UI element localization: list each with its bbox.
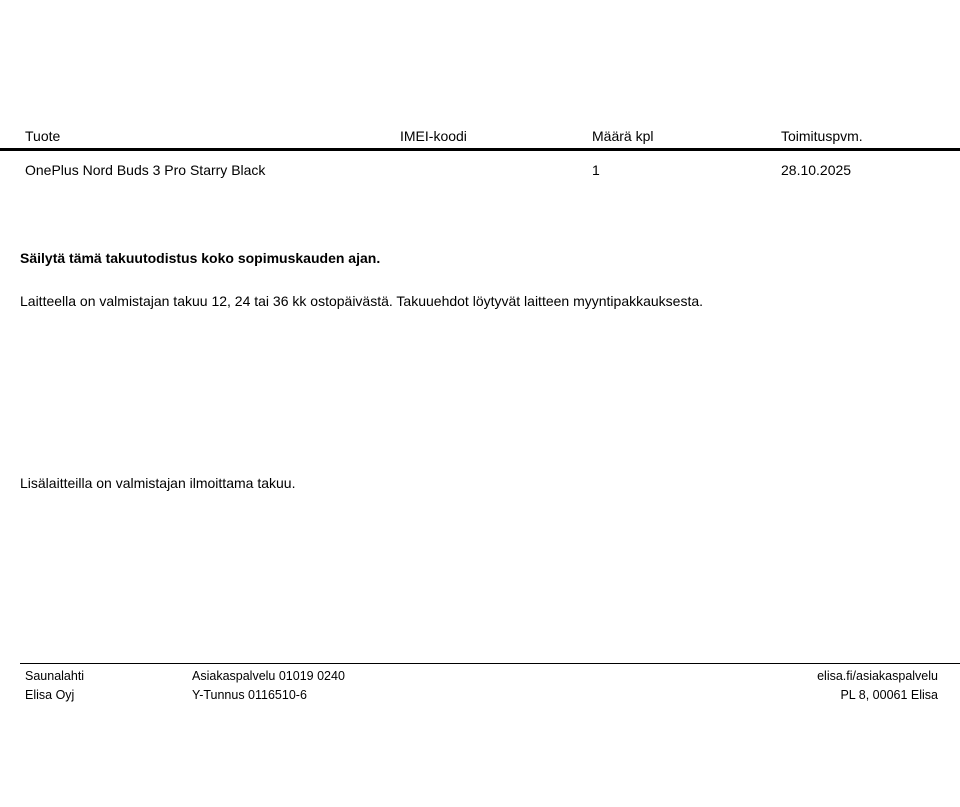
- footer-customer-service: Asiakaspalvelu 01019 0240: [192, 669, 345, 683]
- footer-company: Elisa Oyj: [25, 688, 75, 702]
- header-delivery-date: Toimituspvm.: [781, 128, 863, 144]
- table-header: [0, 126, 960, 151]
- footer-business-id: Y-Tunnus 0116510-6: [192, 688, 307, 702]
- cell-quantity: 1: [592, 162, 600, 178]
- keep-certificate-notice: Säilytä tämä takuutodistus koko sopimuskauden ajan.: [20, 250, 381, 266]
- footer-divider: [20, 663, 960, 664]
- footer-brand: Saunalahti: [25, 669, 85, 683]
- warranty-notice: Laitteella on valmistajan takuu 12, 24 tai 36 kk ostopäivästä. Takuuehdot löytyvät laitteen myyntipakkauksesta.: [20, 293, 704, 309]
- footer-web-address: elisa.fi/asiakaspalvelu: [817, 669, 938, 683]
- footer-postal-address: PL 8, 00061 Elisa: [840, 688, 938, 702]
- cell-product: OnePlus Nord Buds 3 Pro Starry Black: [25, 162, 266, 178]
- table-row: [0, 160, 960, 182]
- header-quantity: Määrä kpl: [592, 128, 654, 144]
- header-product: Tuote: [25, 128, 61, 144]
- accessory-warranty-notice: Lisälaitteilla on valmistajan ilmoittama takuu.: [20, 475, 296, 491]
- cell-delivery-date: 28.10.2025: [781, 162, 852, 178]
- header-imei: IMEI-koodi: [400, 128, 467, 144]
